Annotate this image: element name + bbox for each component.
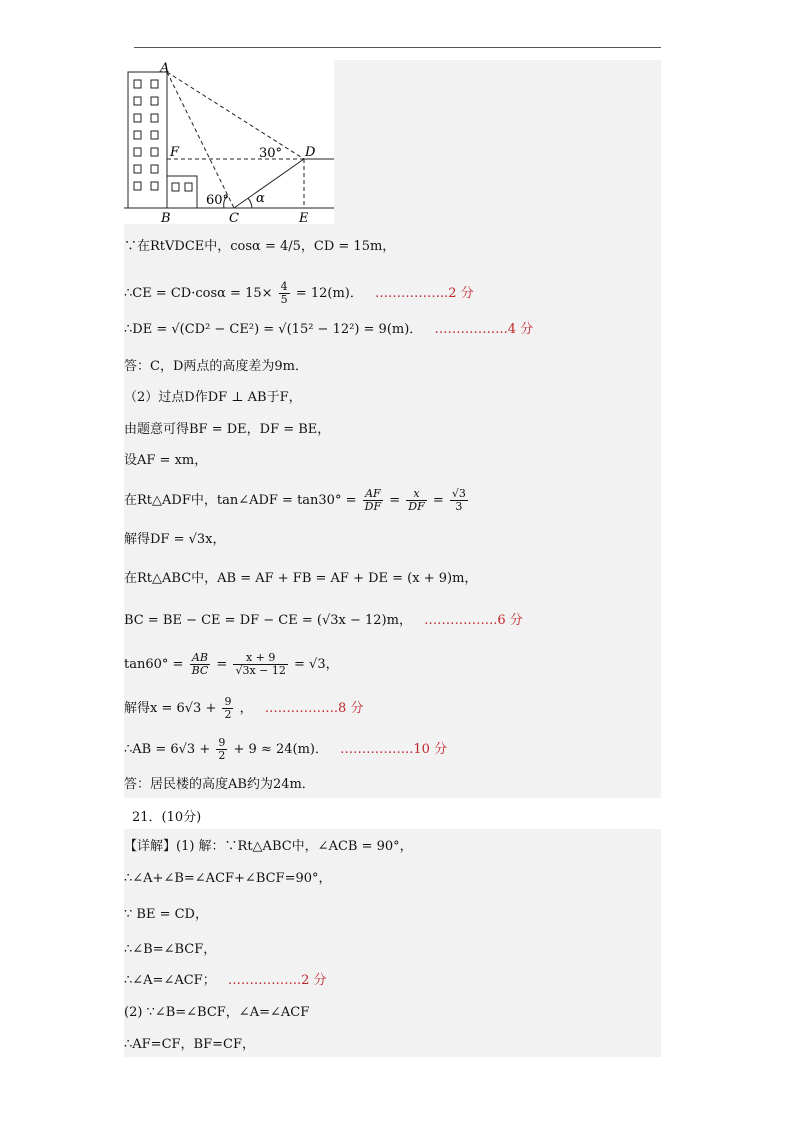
step-ce <box>124 281 474 306</box>
step-de-text: ∴DE = √(CD² − CE²) = √(15² − 12²) = 9(m)． <box>124 322 423 337</box>
step-tan-adf <box>124 488 470 513</box>
score-10: ……………..10 分 <box>340 742 448 757</box>
step-de <box>124 321 533 339</box>
answer-building-height: 答：居民楼的高度AB约为24m． <box>124 777 315 792</box>
detail-intro: 【详解】(1) 解：∵Rt△ABC中，∠ACB = 90°， <box>124 839 413 854</box>
step-tan60-right: = √3， <box>294 657 339 672</box>
solve-x-right: ， <box>239 701 253 716</box>
step-tan60-left: tan60° = <box>124 657 184 672</box>
score-2: ……………..2 分 <box>375 286 474 301</box>
label-f: F <box>170 145 180 160</box>
angle-a-acf <box>124 972 327 990</box>
let-af: 设AF = xm， <box>124 453 208 468</box>
eq-sign-1: = <box>389 493 401 508</box>
header-rule <box>134 47 661 48</box>
step-ce-right: = 12(m)． <box>295 286 363 301</box>
arc-equality: ∵ BE = CD， <box>124 907 208 922</box>
score-6: ……………..6 分 <box>424 613 523 628</box>
fraction-x-df: $\frac{x}{DF}$ <box>408 487 425 513</box>
fraction-nine-half-2: $\frac{9}{2}$ <box>218 736 226 762</box>
result-ab-right: + 9 ≈ 24(m)． <box>233 742 328 757</box>
label-b: B <box>161 211 171 224</box>
angle-a-acf-text: ∴∠A=∠ACF； <box>124 973 216 988</box>
label-d: D <box>305 145 316 160</box>
label-angle-30: 30° <box>259 146 283 161</box>
step-ab: 在Rt△ABC中，AB = AF + FB = AF + DE = (x + 9)m， <box>124 571 478 586</box>
fraction-four-fifths: $\frac{4}{5}$ <box>280 280 288 306</box>
fraction-x9-expr: $\frac{x + 9}{√3x - 12}$ <box>235 651 286 677</box>
step-ce-left: ∴CE = CD·cosα = 15× <box>124 286 273 301</box>
eq-sign-2: = <box>432 493 444 508</box>
step-cos-alpha: ∵在RtVDCE中，cosα = 4/5，CD = 15m， <box>124 239 396 254</box>
step-bc <box>124 612 523 630</box>
geometry-figure <box>124 60 334 224</box>
part-2-intro: （2）过点D作DF ⊥ AB于F， <box>124 390 302 405</box>
step-bc-text: BC = BE − CE = DF − CE = (√3x − 12)m， <box>124 613 412 628</box>
result-ab-left: ∴AB = 6√3 + <box>124 742 211 757</box>
label-angle-60: 60° <box>206 193 230 208</box>
building-slope-diagram <box>124 60 334 224</box>
label-alpha: α <box>256 191 265 206</box>
eq-sign-3: = <box>216 657 228 672</box>
angle-sum: ∴∠A+∠B=∠ACF+∠BCF=90°， <box>124 871 332 886</box>
label-a: A <box>160 61 170 76</box>
solve-df: 解得DF = √3x， <box>124 532 226 547</box>
fraction-ab-bc: $\frac{AB}{BC}$ <box>191 651 209 677</box>
angle-b-bcf: ∴∠B=∠BCF， <box>124 942 217 957</box>
af-cf-equal: ∴AF=CF，BF=CF， <box>124 1037 255 1052</box>
fraction-sqrt3-3: $\frac{√3}{3}$ <box>451 487 466 513</box>
fraction-af-df: $\frac{AF}{DF}$ <box>364 487 382 513</box>
part-2-given: (2) ∵∠B=∠BCF，∠A=∠ACF <box>124 1005 310 1020</box>
label-c: C <box>229 211 239 224</box>
solve-x-left: 解得x = 6√3 + <box>124 701 217 716</box>
given-equalities: 由题意可得BF = DE，DF = BE， <box>124 422 331 437</box>
score-2-part-21: ……………..2 分 <box>227 973 327 988</box>
question-21-title: 21．(10分) <box>132 810 202 825</box>
solve-x <box>124 696 363 721</box>
answer-height-difference: 答：C，D两点的高度差为9m． <box>124 359 308 374</box>
step-tan60 <box>124 652 339 677</box>
label-e: E <box>299 211 309 224</box>
result-ab <box>124 737 447 762</box>
score-8: ……………..8 分 <box>264 701 364 716</box>
step-tan-adf-left: 在Rt△ADF中，tan∠ADF = tan30° = <box>124 493 357 508</box>
fraction-nine-half-1: $\frac{9}{2}$ <box>224 695 232 721</box>
score-4: ……………..4 分 <box>434 322 534 337</box>
